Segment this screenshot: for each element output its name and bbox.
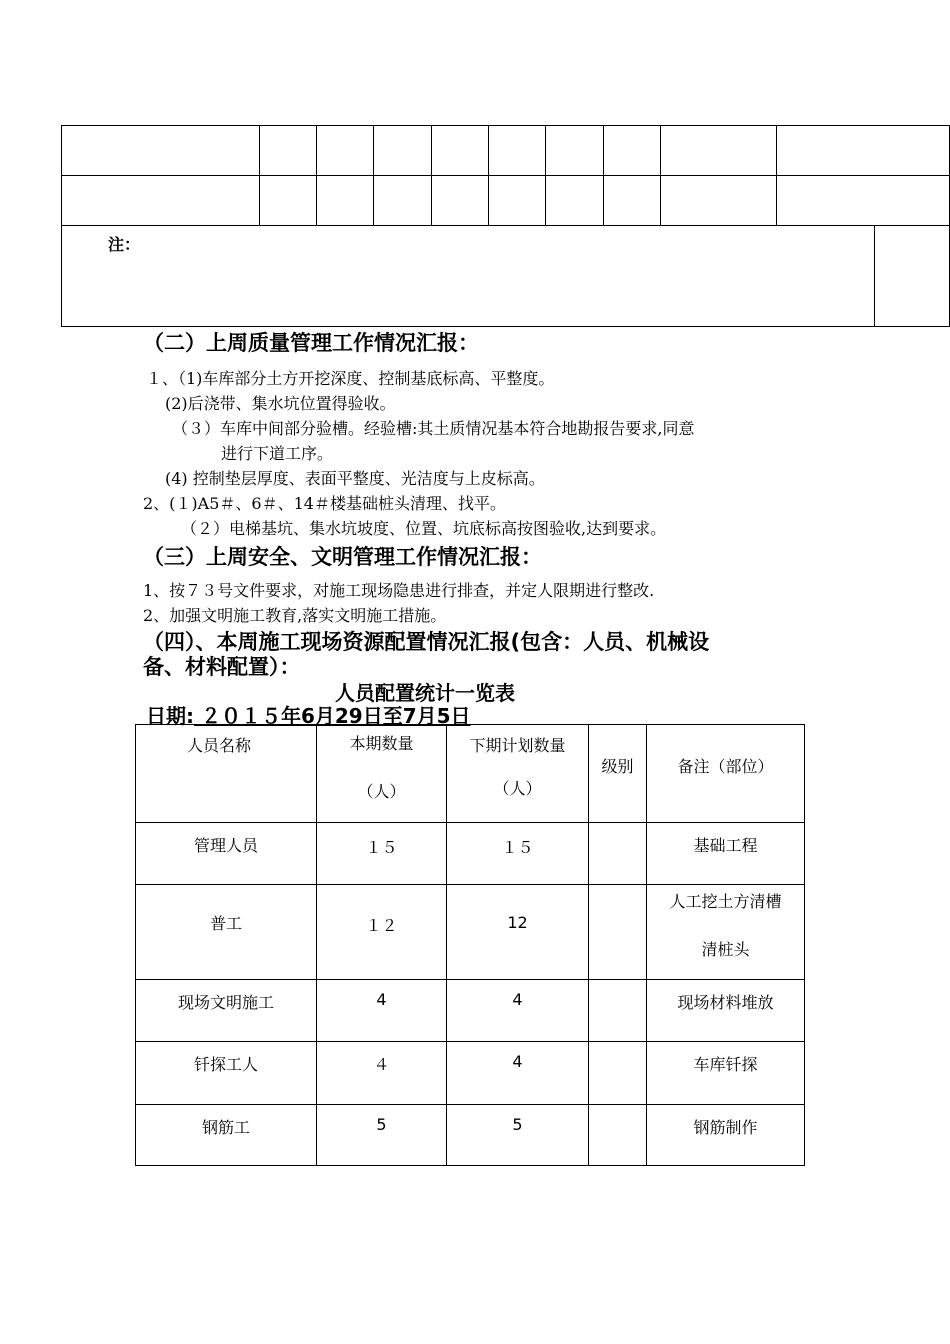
top-table-cell [545,125,604,176]
header-cell [588,724,647,823]
section2-line: （２）电梯基坑、集水坑坡度、位置、坑底标高按图验收,达到要求。 [181,519,667,538]
top-table-cell [488,125,546,176]
top-table-cell [373,125,432,176]
top-table-cell [61,175,260,226]
row-next: 5 [512,1115,523,1134]
table-row-cell [446,1041,589,1105]
section2-heading: （二）上周质量管理工作情况汇报： [143,331,479,355]
table-row-cell [646,1104,805,1166]
table-row-cell [446,822,589,885]
date-value: ２０１５年6月29日至7月5日 [194,704,471,728]
table-row-cell [316,1041,447,1105]
section3-heading: （三）上周安全、文明管理工作情况汇报： [143,545,542,569]
row-name: 钎探工人 [193,1055,258,1074]
table-row-cell [446,1104,589,1166]
table-row-cell [316,822,447,885]
header-name: 人员名称 [187,736,252,755]
section4-heading: （四）、本周施工现场资源配置情况汇报(包含：人员、机械设 [143,630,710,654]
header-remark: 备注（部位） [677,757,774,776]
staff-table-title: 人员配置统计一览表 [335,681,515,705]
top-table-cell [776,125,950,176]
table-row-cell [446,979,589,1042]
row-name: 管理人员 [193,836,258,855]
section2-line: （３）车库中间部分验槽。经验槽:其土质情况基本符合地勘报告要求,同意 [172,419,695,438]
row-current: 5 [376,1115,387,1134]
note-cell [61,225,875,327]
row-current: 4 [376,990,387,1009]
table-row-cell [316,979,447,1042]
table-row-cell [316,884,447,980]
section2-line: １、（1)车库部分土方开挖深度、控制基底标高、平整度。 [146,369,555,388]
header-next: 下期计划数量 [469,736,566,755]
table-row-cell [588,979,647,1042]
row-next: １５ [501,838,534,857]
top-table-cell [488,175,546,226]
row-remark: 基础工程 [693,836,758,855]
top-table-cell [316,175,374,226]
table-row-cell [588,822,647,885]
top-table-cell [259,175,317,226]
table-row-cell [135,979,317,1042]
table-row-cell [135,1104,317,1166]
date-label: 日期: [146,704,194,728]
top-table-cell [603,175,661,226]
row-name: 普工 [209,914,242,933]
note-side-cell [874,225,950,327]
section2-line: 2、(１)A5＃、6＃、14＃楼基础桩头清理、找平。 [143,494,506,513]
top-table-cell [776,175,950,226]
header-current-unit: （人） [357,782,406,801]
top-table-cell [316,125,374,176]
table-row-cell [588,884,647,980]
table-row-cell [646,1041,805,1105]
table-row-cell [588,1041,647,1105]
top-table-cell [373,175,432,226]
row-remark: 现场材料堆放 [677,993,774,1012]
table-row-cell [316,1104,447,1166]
row-remark-2: 清桩头 [701,940,750,959]
row-next: 4 [512,990,523,1009]
row-current: １５ [365,838,398,857]
row-name: 现场文明施工 [177,993,274,1012]
top-table-cell [603,125,661,176]
top-table-cell [431,175,489,226]
section2-line: (2)后浇带、集水坑位置得验收。 [165,394,396,413]
table-row-cell [135,822,317,885]
header-cell [646,724,805,823]
header-level: 级别 [601,757,634,776]
section3-line: 1、按７３号文件要求，对施工现场隐患进行排查，并定人限期进行整改. [143,581,655,600]
note-label: 注： [108,235,141,254]
section3-line: 2、加强文明施工教育,落实文明施工措施。 [143,606,447,625]
section2-line: 进行下道工序。 [221,444,334,463]
header-cell [446,724,589,823]
top-table-cell [61,125,260,176]
top-table-cell [545,175,604,226]
table-row-cell [646,822,805,885]
section4-heading-cont: 备、材料配置）： [143,655,301,679]
table-row-cell [135,1041,317,1105]
top-table-cell [660,175,777,226]
row-remark: 钢筋制作 [693,1118,758,1137]
row-next: 12 [507,913,528,932]
section2-line: (4) 控制垫层厚度、表面平整度、光洁度与上皮标高。 [165,469,545,488]
top-table-cell [259,125,317,176]
row-remark: 车库钎探 [693,1055,758,1074]
top-table-cell [431,125,489,176]
row-remark: 人工挖土方清槽 [669,892,782,911]
row-name: 钢筋工 [201,1118,250,1137]
top-table-cell [660,125,777,176]
table-row-cell [135,884,317,980]
header-cell [316,724,447,823]
table-row-cell [588,1104,647,1166]
row-next: 4 [512,1052,523,1071]
table-row-cell [446,884,589,980]
row-current: １２ [365,916,398,935]
row-current: ４ [373,1055,390,1074]
header-current: 本期数量 [349,734,414,753]
table-row-cell [646,979,805,1042]
header-cell [135,724,317,823]
header-next-unit: （人） [493,779,542,798]
table-row-cell [646,884,805,980]
